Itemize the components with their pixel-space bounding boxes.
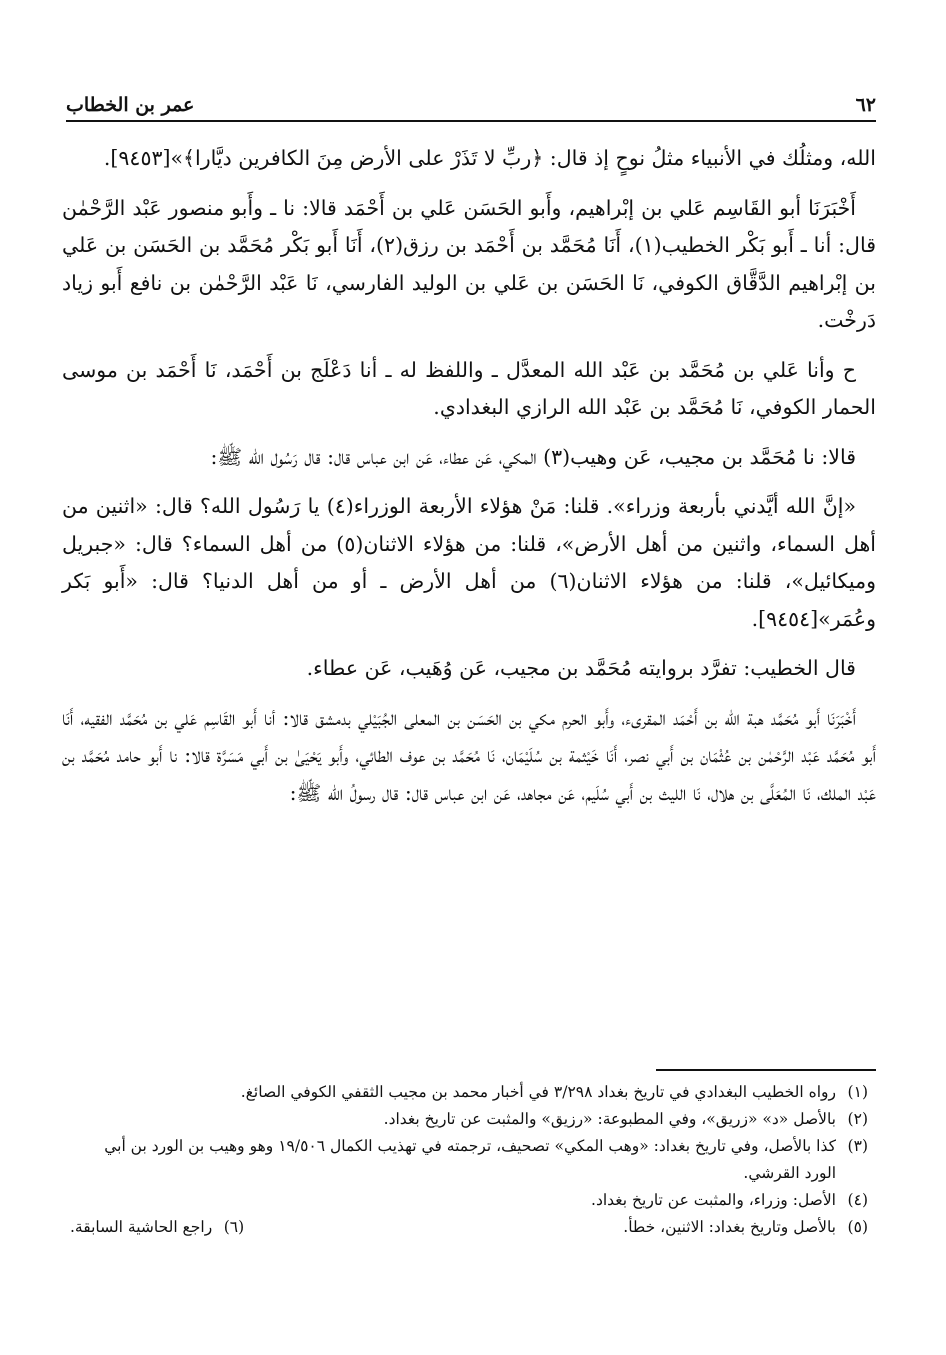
paragraph-7: أَخْبَرَنَا أَبو مُحَمَّد هبة الله بن أَحْمَد المقرىء، وأَبو الحرم مكي بن الحَسَن بن المعلى الجُبَيْلي بدمشق قالا: أنا أَبو القَاسِم عَلي بن مُحَمَّد الفقيه، أَنَا أَبو مُحَمَّد عَبْد الرَّحْمٰن بن عُثْمَان بن أَبي نصر، أَنَا خَيْثمة بن سُلَيْمَان، نَا مُحَمَّد بن عوف الطائي، وأَبو يَحْيَىٰ بن أَبي مَسَرَّة قالا: نا أَبو حامد مُحَمَّد بن عَبْد الملك، نَا المُعَلَّى بن هلال، نَا الليث بن أَبي سُلَيم، عَن مجاهد، عَن ابن عباس قال: قال رسولُ الله ﷺ: (62, 705, 876, 805)
paragraph-4: قالا: نا مُحَمَّد بن مجيب، عَن وهيب(٣) المكي، عَن عطاء، عَن ابن عباس قال: قال رَسُول الله ﷺ: (210, 444, 856, 469)
footnote-number: (٦) (223, 1218, 245, 1236)
footnote-number: (٤) (847, 1191, 868, 1209)
footnote-divider (656, 1069, 876, 1071)
footnote-3 (70, 1133, 868, 1187)
footnote-text: بالأصل «د» «زريق»، وفي المطبوعة: «رزيق» والمثبت عن تاريخ بغداد. (383, 1110, 836, 1128)
footnotes (70, 1079, 868, 1241)
footnote-text: راجع الحاشية السابقة. (70, 1218, 213, 1236)
paragraph-2: أَخْبَرَنَا أبو القَاسِم عَلي بن إبْراهيم، وأَبو الحَسَن عَلي بن أَحْمَد قالا: نا ـ وأَبو منصور عَبْد الرَّحْمٰن قال: أنا ـ أَبو بَكْر الخطيب(١)، أَنَا مُحَمَّد بن أَحْمَد بن رزق(٢)، أَنَا أَبو بَكْر مُحَمَّد بن الحَسَن بن عَلي بن إبْراهيم الدَّقَّاق الكوفي، نَا الحَسَن بن عَلي بن الوليد الفارسي، نَا عَبْد الرَّحْمٰن بن نافع أَبو زياد دَرخْت. (62, 195, 876, 332)
running-title: عمر بن الخطاب (66, 94, 195, 116)
footnote-1 (70, 1079, 868, 1106)
paragraph-5: «إنَّ الله أيَّدني بأربعة وزراء». قلنا: مَنْ هؤلاء الأربعة الوزراء(٤) يا رَسُول الله؟ قال: «اثنين من أهل السماء، واثنين من أهل الأرض»، قلنا: من هؤلاء الاثنان(٥) من أهل السماء؟ قال: «جبريل وميكائيل»، قلنا: من هؤلاء الاثنان(٦) من أهل الأرض ـ أو من أهل الدنيا؟ قال: «أَبو بَكر وعُمَر»[٩٤٥٤]. (62, 494, 876, 631)
main-text (62, 140, 876, 824)
footnote-number: (١) (847, 1083, 868, 1101)
footnote-6 (70, 1214, 244, 1241)
footnote-5 (623, 1214, 868, 1241)
paragraph-6: قال الخطيب: تفرَّد بروايته مُحَمَّد بن مجيب، عَن وُهَيب، عَن عطاء. (306, 656, 856, 680)
page-header (66, 82, 876, 122)
footnote-number: (٣) (847, 1137, 868, 1155)
footnote-text: بالأصل وتاريخ بغداد: الاثنين، خطأ. (623, 1218, 836, 1236)
paragraph-3: ح وأنا عَلي بن مُحَمَّد بن عَبْد الله المعدَّل ـ واللفظ له ـ أنا دَعْلَج بن أَحْمَد، نَا أَحْمَد بن موسى الحمار الكوفي، نَا مُحَمَّد بن عَبْد الله الرازي البغدادي. (62, 357, 876, 419)
footnote-text: الأصل: وزراء، والمثبت عن تاريخ بغداد. (591, 1191, 836, 1209)
page-number: ٦٢ (855, 94, 876, 116)
paragraph-1: الله، ومثلُك في الأنبياء مثلُ نوحٍ إذ قال: ﴿ربِّ لا تَذَرْ على الأرض مِنَ الكافرين ديَّارا﴾»[٩٤٥٣]. (103, 146, 876, 170)
footnote-text: رواه الخطيب البغدادي في تاريخ بغداد ٣/٢٩٨ في أخبار محمد بن مجيب الثقفي الكوفي الصائغ. (240, 1083, 836, 1101)
footnote-number: (٢) (847, 1110, 868, 1128)
footnote-2 (70, 1106, 868, 1133)
footnote-text: كذا بالأصل، وفي تاريخ بغداد: «وهب المكي» تصحيف، ترجمته في تهذيب الكمال ١٩/٥٠٦ وهو وهيب بن الورد بن أبي الورد القرشي. (104, 1137, 836, 1182)
footnote-number: (٥) (847, 1218, 868, 1236)
footnote-4 (70, 1187, 868, 1214)
footnote-row-5-6 (70, 1214, 868, 1241)
